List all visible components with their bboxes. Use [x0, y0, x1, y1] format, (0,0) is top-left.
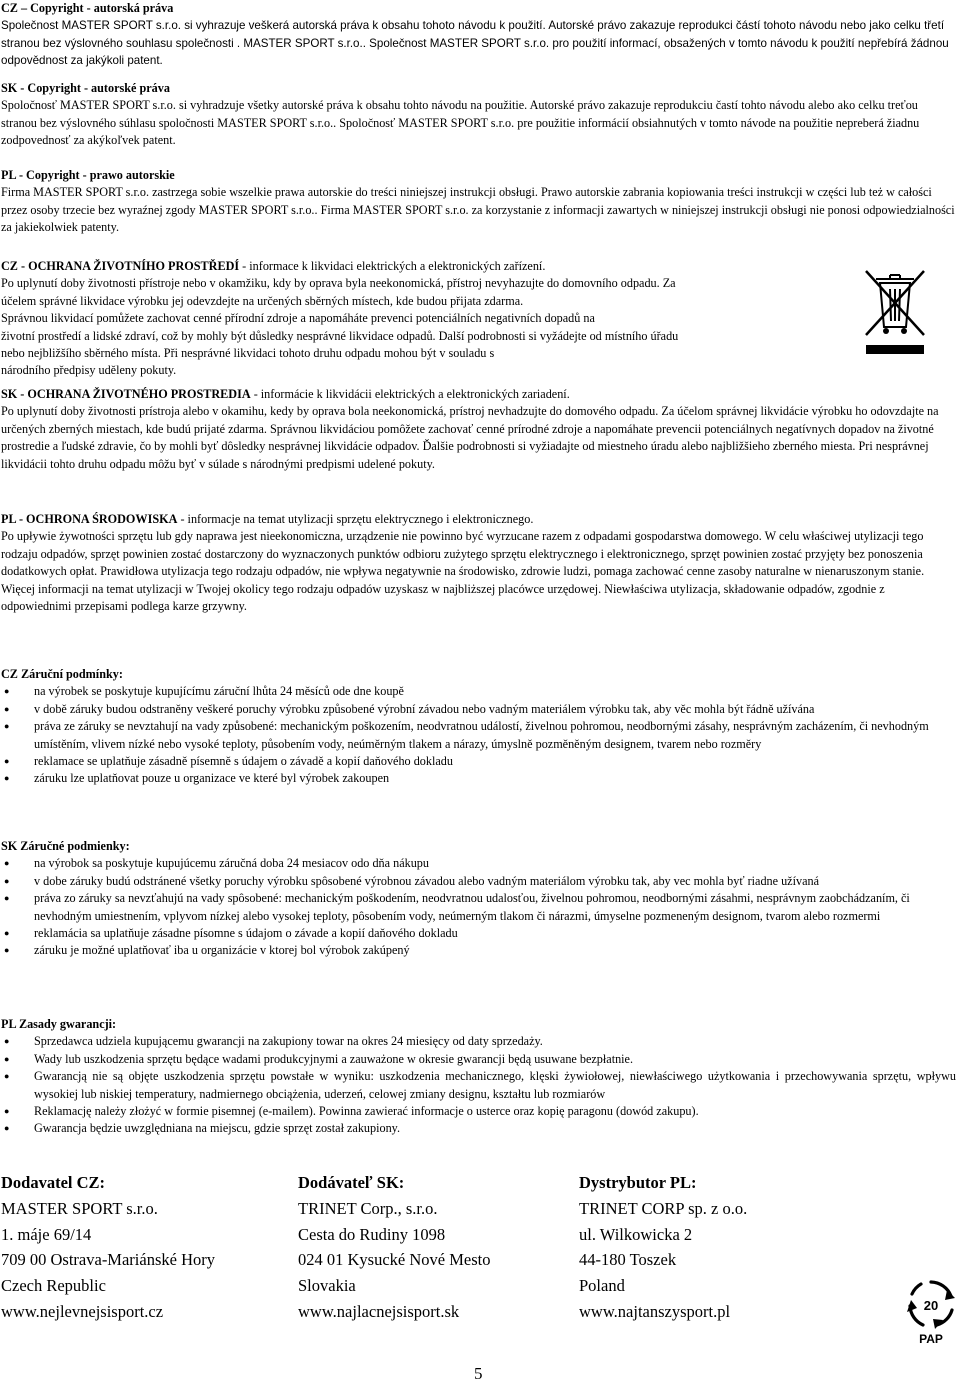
- distributor-cz: [1, 1170, 215, 1325]
- distributor-sk: [298, 1170, 490, 1325]
- list-item: ● v době záruky budou odstraněny veškeré poruchy výrobku způsobené výrobní závadou nebo vadným materiálem výrobku tak, aby věc mohla být řádně užívána: [1, 701, 956, 718]
- distributor-website-link[interactable]: www.najlacnejsisport.sk: [298, 1301, 460, 1321]
- list-item: ● Gwarancja będzie uwzględniana na miejscu, gdzie sprzęt został zakupiony.: [1, 1120, 956, 1137]
- distributor-heading: Dystrybutor PL:: [579, 1173, 697, 1192]
- pl-copyright-section: [1, 167, 956, 237]
- distributor-city: 44-180 Toszek: [579, 1250, 677, 1270]
- list-item: ● Wady lub uszkodzenia sprzętu będące wadami produkcyjnymi a zauważone w okresie gwarancji będą usuwane bezpłatnie.: [1, 1051, 956, 1068]
- list-item: ● práva ze záruky se nevztahují na vady způsobené: mechanickým poškozením, neodvratnou událostí, živelnou pohromou, neodbornými zásahy, nesprávným zacházením, či nevhodným umístěním, vlivem nízké nebo vysoké teploty, působením vody, neúměrným tlakem a nárazy, úmyslně pozměněným designem, tvarem nebo rozměry: [1, 718, 956, 753]
- list-item: ● práva zo záruky sa nevzťahujú na vady spôsobené: mechanickým poškodením, neodvratnou udalosťou, živelnou pohromou, neodbornými zásahmi, nesprávnym zaobchádzaním, či nevhodným umiestnením, vplyvom nízkej alebo vysokej teploty, pôsobením vody, neúmerným tlakom či nárazmi, úmyselne pozmeneným designom, tvarom alebo rozmermi: [1, 890, 956, 925]
- weee-crossed-bin-icon: [862, 265, 928, 355]
- distributor-city: 024 01 Kysucké Nové Mesto: [298, 1250, 491, 1270]
- cz-environment-heading: [1, 258, 851, 275]
- pl-environment-title: PL - OCHRONA ŚRODOWISKA: [1, 512, 178, 526]
- pl-environment-subtitle: - informacje na temat utylizacji sprzętu elektrycznego i elektronicznego.: [177, 512, 534, 526]
- cz-environment-line: životní prostředí a lidské zdraví, což by mohly být důsledky nesprávné likvidace odpadů. Další podrobnosti si vyžádejte od místního úřadu: [1, 328, 679, 343]
- list-item: ● Sprzedawca udziela kupującemu gwarancji na zakupiony towar na okres 24 miesięcy od daty sprzedaży.: [1, 1033, 956, 1050]
- distributor-website-link[interactable]: www.nejlevnejsisport.cz: [1, 1301, 164, 1321]
- cz-environment-line: účelem správné likvidace výrobku jej odevzdejte na určených sběrných místech, kde budou přijata zdarma.: [1, 293, 524, 308]
- sk-warranty-section: [1, 838, 956, 960]
- distributor-street: ul. Wilkowicka 2: [579, 1224, 693, 1244]
- distributor-city: 709 00 Ostrava-Mariánské Hory: [1, 1250, 215, 1270]
- sk-copyright-title: SK - Copyright - autorské práva: [1, 81, 170, 95]
- sk-warranty-title: SK Záručné podmienky:: [1, 839, 130, 853]
- pl-warranty-section: [1, 1016, 956, 1138]
- distributor-street: Cesta do Rudiny 1098: [298, 1224, 446, 1244]
- cz-warranty-title: CZ Záruční podmínky:: [1, 667, 123, 681]
- list-item: ● v dobe záruky budú odstránené všetky poruchy výrobku spôsobené výrobnou závadou alebo vadným materiálom výrobku tak, aby vec mohla byť riadne užívaná: [1, 873, 956, 890]
- sk-environment-section: [1, 386, 956, 473]
- cz-environment-title: CZ - OCHRANA ŽIVOTNÍHO PROSTŘEDÍ: [1, 259, 240, 273]
- cz-environment-subtitle: - informace k likvidaci elektrických a elektronických zařízení.: [239, 259, 546, 273]
- cz-warranty-list: [1, 683, 956, 787]
- pl-copyright-title: PL - Copyright - prawo autorskie: [1, 168, 175, 182]
- cz-copyright-section: [1, 0, 956, 70]
- cz-environment-line: Správnou likvidací pomůžete zachovat cenné přírodní zdroje a napomáháte prevenci potenciálních negativních dopadů na: [1, 311, 595, 326]
- cz-environment-section: [1, 258, 851, 380]
- distributor-company: TRINET CORP sp. z o.o.: [579, 1198, 748, 1218]
- distributor-heading: Dodávateľ SK:: [298, 1173, 405, 1192]
- sk-environment-subtitle: - informácie k likvidácii elektrických a elektronických zariadení.: [250, 387, 570, 401]
- sk-environment-text: Po uplynutí doby životnosti prístroja alebo v okamihu, kedy by oprava bola neekonomická, prístroj nevhadzujte do domového odpadu. Za účelom správnej likvidácie výrobku ho odovzdajte na určených zberných miestach, kde budú prijaté zdarma. Správnou likvidáciou pomôžete zachovať cenné prírodné zdroje a napomáhate prevencii potenciálnych negatívnych dopadov na životné prostredie a ľudské zdravie, čo by mohli byť dôsledky nesprávnej likvidácie odpadov. Ďalšie podrobnosti si vyžiadajte od miestneho úradu alebo najbližšieho zberného miesta. Pri nesprávnej likvidácii tohto druhu odpadu môžu byť v súlade s národnými predpismi udelené pokuty.: [1, 404, 939, 471]
- cz-copyright-text: Společnost MASTER SPORT s.r.o. si vyhrazuje veškerá autorská práva k obsahu tohoto návodu k použití. Autorské právo zakazuje reprodukci částí tohoto návodu nebo jako celku třetí stranou bez výslovného souhlasu společnosti . MASTER SPORT s.r.o.. Společnost MASTER SPORT s.r.o. pro použití informací, obsažených v tomto návodu k použití nepřebírá žádnou odpovědnost za jakýkoli patent.: [1, 19, 949, 68]
- list-item: ● Reklamację należy złożyć w formie pisemnej (e-mailem). Powinna zawierać informacje o usterce oraz kopię paragonu (dowód zakupu).: [1, 1103, 956, 1120]
- pl-environment-heading: [1, 511, 956, 528]
- cz-environment-line: národního předpisy uděleny pokuty.: [1, 363, 177, 378]
- distributor-street: 1. máje 69/14: [1, 1224, 92, 1244]
- cz-environment-line: Po uplynutí doby životnosti přístroje nebo v okamžiku, kdy by oprava byla neekonomická, přístroj nevyhazujte do domovního odpadu. Za: [1, 276, 676, 291]
- pl-environment-text: Po upływie żywotności sprzętu lub gdy naprawa jest nieekonomiczna, urządzenie nie powinno być wyrzucane razem z odpadami gospodarstwa domowego. W celu właściwej utylizacji tego rodzaju odpadów, sprzęt powinien zostać dostarczony do wyznaczonych punktów odbioru zużytego sprzętu elektrycznego i elektronicznego, sprzęt powinien zostać przyjęty bez ponoszenia dodatkowych opłat. Prawidłowa utylizacja tego rodzaju odpadów, nie wpływa negatywnie na środowisko, zdrowie ludzi, pomaga zachować cenne zasoby naturalne w nienaruszonym stanie. Więcej informacji na temat utylizacji w Twojej okolicy tego rodzaju odpadów uzyskasz w najbliższej placówce urzędowej. Niewłaściwa utylizacja, składowanie odpadów, zgodnie z odpowiednimi przepisami podlega karze grzywny.: [1, 529, 925, 614]
- sk-environment-title: SK - OCHRANA ŽIVOTNÉHO PROSTREDIA: [1, 387, 251, 401]
- list-item: ● na výrobok sa poskytuje kupujúcemu záručná doba 24 mesiacov odo dňa nákupu: [1, 855, 956, 872]
- sk-copyright-text: Spoločnosť MASTER SPORT s.r.o. si vyhradzuje všetky autorské práva k obsahu tohto návodu na použitie. Autorské právo zakazuje reprodukciu častí tohto návodu alebo ako celku treťou stranou bez výslovného súhlasu spoločnosti MASTER SPORT s.r.o.. Spoločnosť MASTER SPORT s.r.o. pre použitie informácií obsiahnutých v tomto návode na použitie nepreberá žiadnu zodpovednosť za akýkoľvek patent.: [1, 98, 920, 148]
- pap-recycling-icon: [903, 1276, 959, 1346]
- distributor-country: Slovakia: [298, 1276, 356, 1296]
- distributor-company: TRINET Corp., s.r.o.: [298, 1198, 438, 1218]
- pap-code: PAP: [919, 1332, 943, 1346]
- distributor-company: MASTER SPORT s.r.o.: [1, 1198, 158, 1218]
- pl-warranty-list: [1, 1033, 956, 1137]
- distributor-pl: [579, 1170, 747, 1325]
- cz-environment-line: nebo nejbližšího sběrného místa. Při nesprávné likvidaci tohoto druhu odpadu mohou být v souladu s: [1, 346, 495, 361]
- cz-warranty-section: [1, 666, 956, 788]
- cz-copyright-title: CZ – Copyright - autorská práva: [1, 1, 174, 15]
- list-item: ● na výrobek se poskytuje kupujícímu záruční lhůta 24 měsíců ode dne koupě: [1, 683, 956, 700]
- list-item: ● Gwarancją nie są objęte uszkodzenia sprzętu powstałe w wyniku: uszkodzenia mechanicznego, klęski żywiołowej, niewłaściwego użytkowania i przechowywania sprzętu, wpływu wysokiej lub niskiej temperatury, nadmiernego obciążenia, uderzeń, celowej zmiany designu, kształtu lub rozmiarów: [1, 1068, 956, 1103]
- list-item: ● reklamácia sa uplatňuje zásadne písomne s údajom o závade a kopií daňového dokladu: [1, 925, 956, 942]
- list-item: ● záruku je možné uplatňovať iba u organizácie v ktorej bol výrobok zakúpený: [1, 942, 956, 959]
- distributor-website-link[interactable]: www.najtanszysport.pl: [579, 1301, 731, 1321]
- sk-copyright-section: [1, 80, 956, 150]
- pl-warranty-title: PL Zasady gwarancji:: [1, 1017, 117, 1031]
- distributor-heading: Dodavatel CZ:: [1, 1173, 106, 1192]
- pap-number: 20: [923, 1298, 939, 1313]
- list-item: ● záruku lze uplatňovat pouze u organizace ve které byl výrobek zakoupen: [1, 770, 956, 787]
- page-number: 5: [474, 1364, 483, 1383]
- pl-environment-section: [1, 511, 956, 615]
- sk-environment-heading: [1, 386, 956, 403]
- sk-warranty-list: [1, 855, 956, 959]
- pl-copyright-text: Firma MASTER SPORT s.r.o. zastrzega sobie wszelkie prawa autorskie do treści niniejszej instrukcji obsługi. Prawo autorskie zabrania kopiowania treści instrukcji w części lub też w całości przez osoby trzecie bez wyraźnej zgody MASTER SPORT s.r.o.. Firma MASTER SPORT s.r.o. za korzystanie z informacji zawartych w niniejszej instrukcji obsługi nie ponosi odpowiedzialności za jakiekolwiek patenty.: [1, 185, 955, 235]
- distributor-country: Czech Republic: [1, 1276, 106, 1296]
- list-item: ● reklamace se uplatňuje zásadně písemně s údajem o závadě a kopií daňového dokladu: [1, 753, 956, 770]
- distributor-country: Poland: [579, 1276, 625, 1296]
